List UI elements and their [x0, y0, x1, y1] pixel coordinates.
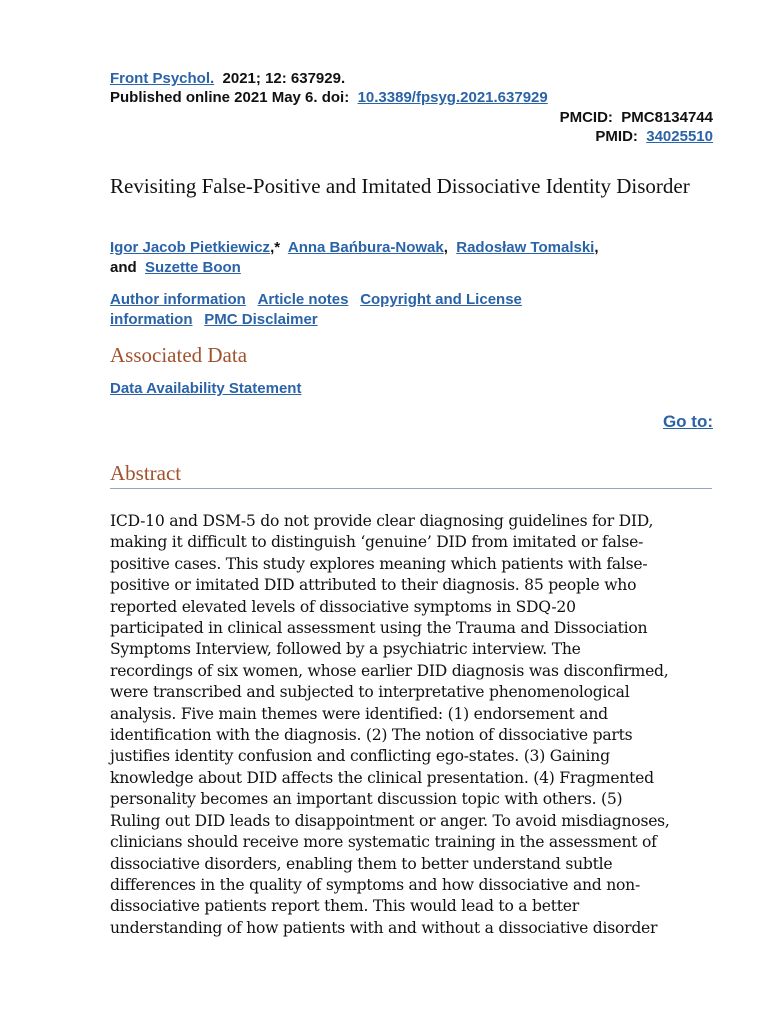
abstract-line: were transcribed and subjected to interpretative phenomenological [110, 683, 630, 702]
copyright-license-link[interactable]: Copyright and License [360, 291, 522, 308]
pmcid-value: PMC8134744 [621, 109, 713, 126]
abstract-heading: Abstract [110, 461, 712, 489]
pmid-line [595, 128, 713, 145]
abstract-line: participated in clinical assessment using the Trauma and Dissociation [110, 619, 648, 638]
associated-data-heading: Associated Data [110, 343, 248, 367]
abstract-line: dissociative disorders, enabling them to better understand subtle [110, 854, 613, 873]
abstract-text [110, 511, 718, 939]
copyright-license-link-cont[interactable]: information [110, 311, 193, 328]
abstract-line: dissociative patients report them. This would lead to a better [110, 897, 579, 916]
abstract-line: positive or imitated DID attributed to their diagnosis. 85 people who [110, 576, 637, 595]
author-link-4[interactable]: Suzette Boon [145, 259, 241, 276]
data-availability-link[interactable]: Data Availability Statement [110, 380, 302, 397]
pmcid-line [560, 109, 713, 126]
author-information-link[interactable]: Author information [110, 291, 246, 308]
author-separator: , [443, 239, 448, 256]
abstract-line: positive cases. This study explores meaning which patients with false- [110, 554, 648, 573]
citation-journal-line [110, 70, 345, 87]
goto-line [663, 412, 713, 432]
abstract-line: ICD-10 and DSM-5 do not provide clear diagnosing guidelines for DID, [110, 512, 654, 530]
abstract-line: recordings of six women, whose earlier DID diagnosis was disconfirmed, [110, 661, 669, 680]
article-title: Revisiting False-Positive and Imitated Dissociative Identity Disorder [110, 174, 690, 198]
author-and: and [110, 259, 137, 276]
pmid-label: PMID: [595, 128, 638, 145]
abstract-line: Symptoms Interview, followed by a psychiatric interview. The [110, 640, 581, 659]
author-link-3[interactable]: Radosław Tomalski [456, 239, 595, 256]
pmid-link[interactable]: 34025510 [646, 128, 713, 145]
data-availability-line [110, 380, 301, 398]
author-separator: , [594, 239, 599, 256]
author-link-2[interactable]: Anna Bańbura-Nowak [287, 239, 444, 256]
published-date: Published online 2021 May 6. doi: [110, 89, 350, 106]
abstract-line: personality becomes an important discussion topic with others. (5) [110, 790, 623, 809]
abstract-line: reported elevated levels of dissociative symptoms in SDQ-20 [110, 597, 576, 616]
article-notes-link[interactable]: Article notes [257, 291, 349, 308]
abstract-line: differences in the quality of symptoms and how dissociative and non- [110, 875, 640, 894]
goto-link[interactable]: Go to: [662, 412, 713, 431]
citation-published-line [110, 89, 548, 106]
abstract-line: justifies identity confusion and conflicting ego-states. (3) Gaining [110, 747, 610, 766]
abstract-line: understanding of how patients with and without a dissociative disorder [110, 918, 658, 937]
article-info-links [110, 290, 720, 330]
author-list [110, 238, 720, 278]
abstract-line: analysis. Five main themes were identified: (1) endorsement and [110, 704, 608, 723]
citation-year-volume: 2021; 12: 637929. [222, 70, 346, 87]
abstract-line: knowledge about DID affects the clinical presentation. (4) Fragmented [110, 768, 654, 787]
journal-link[interactable]: Front Psychol. [110, 70, 215, 87]
abstract-line: clinicians should receive more systematic training in the assessment of [110, 833, 657, 852]
author-mark: ,* [270, 239, 281, 256]
abstract-line: identification with the diagnosis. (2) The notion of dissociative parts [110, 726, 633, 745]
abstract-line: making it difficult to distinguish ‘genuine’ DID from imitated or false- [110, 533, 644, 552]
pmcid-label: PMCID: [559, 109, 613, 126]
pmc-disclaimer-link[interactable]: PMC Disclaimer [204, 311, 318, 328]
abstract-line: Ruling out DID leads to disappointment or anger. To avoid misdiagnoses, [110, 811, 670, 830]
author-link-1[interactable]: Igor Jacob Pietkiewicz [110, 239, 271, 256]
doi-link[interactable]: 10.3389/fpsyg.2021.637929 [357, 89, 548, 106]
